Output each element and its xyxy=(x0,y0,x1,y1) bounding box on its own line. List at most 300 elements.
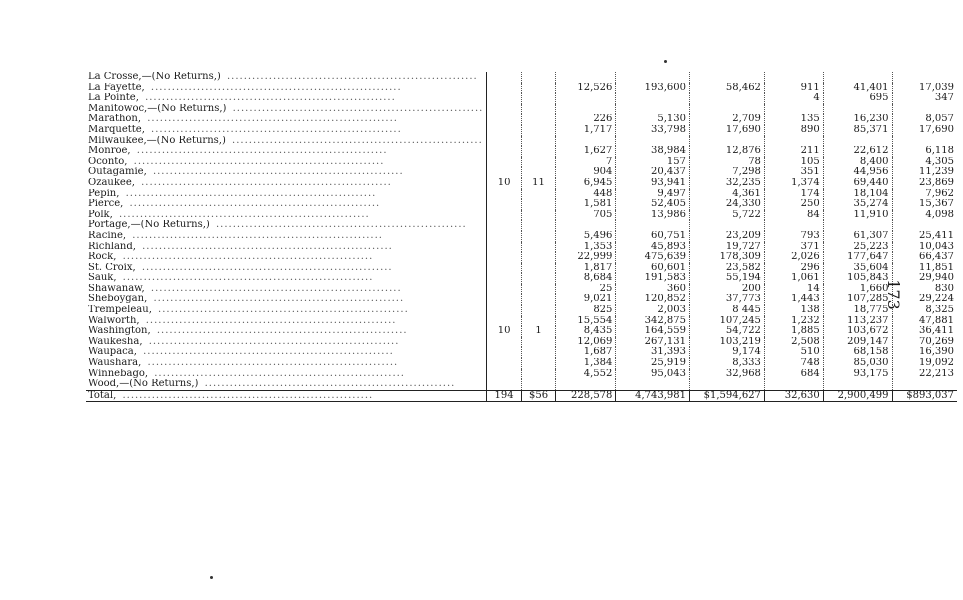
value-cell: 23,209 xyxy=(690,231,765,242)
value-cell: 135 xyxy=(764,114,823,125)
value-cell: 85,371 xyxy=(823,125,892,136)
value-cell: 19,727 xyxy=(690,242,765,253)
value-cell: 890 xyxy=(764,125,823,136)
county-name: Pierce, xyxy=(88,199,124,210)
value-cell: 830 xyxy=(934,283,954,294)
county-name-cell xyxy=(86,369,487,380)
value-cell xyxy=(892,136,957,147)
value-cell: 60,601 xyxy=(616,263,690,274)
table-row xyxy=(86,242,963,253)
table-row xyxy=(86,369,963,380)
value-cell: 448 xyxy=(556,189,616,200)
county-name: Sauk, xyxy=(88,273,117,284)
value-cell xyxy=(823,220,892,231)
value-cell: 17,039 xyxy=(919,82,954,93)
value-cell: 8,684 xyxy=(556,273,616,284)
county-name: La Crosse,—(No Returns,) xyxy=(88,72,221,82)
value-cell: 825 xyxy=(556,305,616,316)
county-name: Racine, xyxy=(88,230,127,241)
dot-leader: ............................................................ xyxy=(118,273,374,284)
value-cell xyxy=(764,136,823,147)
value-cell xyxy=(690,93,765,104)
value-cell: $1,594,627 xyxy=(690,390,765,402)
value-cell: 250 xyxy=(764,199,823,210)
county-name-cell xyxy=(86,220,487,231)
county-name: Trempeleau, xyxy=(88,305,152,316)
table-row xyxy=(86,252,963,263)
dot-leader: ............................................................ xyxy=(128,230,383,241)
table-row xyxy=(86,146,963,157)
value-cell: 1,353 xyxy=(556,242,616,253)
dot-leader: ............................................................ xyxy=(143,114,398,125)
statistics-table xyxy=(86,72,963,402)
value-cell: 1,885 xyxy=(764,326,823,337)
value-cell: 177,647 xyxy=(823,252,892,263)
value-cell xyxy=(823,136,892,147)
value-cell: 11,239 xyxy=(919,167,954,178)
county-name: Portage,—(No Returns,) xyxy=(88,220,210,231)
value-cell: 66,437 xyxy=(919,252,954,263)
county-name: Rock, xyxy=(88,252,117,263)
value-cell xyxy=(487,294,521,305)
value-cell: 33,798 xyxy=(616,125,690,136)
county-name-cell xyxy=(86,263,487,274)
value-cell: 16,230 xyxy=(823,114,892,125)
value-cell: 10,043 xyxy=(919,241,954,252)
value-cell xyxy=(892,72,957,83)
table-row xyxy=(86,210,963,221)
county-name-cell xyxy=(86,379,487,390)
value-cell: 16,390 xyxy=(919,347,954,358)
value-cell: 18,104 xyxy=(823,189,892,200)
value-cell xyxy=(487,125,521,136)
county-name: Waupaca, xyxy=(88,347,137,358)
value-cell: 22,999 xyxy=(556,252,616,263)
value-cell: 5,130 xyxy=(616,114,690,125)
value-cell: 228,578 xyxy=(556,390,616,402)
value-cell: 1,660 xyxy=(823,284,892,295)
value-cell xyxy=(556,220,616,231)
dot-leader: ............................................................ xyxy=(144,336,400,347)
value-cell: 7 xyxy=(556,157,616,168)
value-cell: 4,552 xyxy=(556,369,616,380)
county-name: St. Croix, xyxy=(88,262,136,273)
value-cell: 107,285 xyxy=(823,294,892,305)
value-cell: 10 xyxy=(487,326,521,337)
value-cell xyxy=(521,114,555,125)
value-cell xyxy=(487,146,521,157)
dot-leader: ............................................................ xyxy=(114,209,370,220)
county-name-cell xyxy=(86,337,487,348)
value-cell: 7,298 xyxy=(690,167,765,178)
value-cell xyxy=(957,72,963,83)
value-cell xyxy=(521,305,555,316)
table-row xyxy=(86,157,963,168)
value-cell: 20,437 xyxy=(616,167,690,178)
county-name: Polk, xyxy=(88,209,113,220)
value-cell: 23,582 xyxy=(690,263,765,274)
value-cell: $56 xyxy=(521,390,555,402)
value-cell: 1 xyxy=(521,326,555,337)
county-name-cell xyxy=(86,93,487,104)
value-cell: 17,690 xyxy=(690,125,765,136)
table-row xyxy=(86,284,963,295)
value-cell xyxy=(487,263,521,274)
value-cell: 164,559 xyxy=(616,326,690,337)
value-cell xyxy=(487,220,521,231)
value-cell: 103,219 xyxy=(690,337,765,348)
county-name-cell xyxy=(86,326,487,337)
value-cell: 1,384 xyxy=(556,358,616,369)
value-cell: 8,325 xyxy=(925,305,954,316)
value-cell xyxy=(521,337,555,348)
value-cell: 54,722 xyxy=(690,326,765,337)
value-cell xyxy=(487,167,521,178)
county-name-cell xyxy=(86,273,487,284)
county-name: Oconto, xyxy=(88,156,128,167)
value-cell xyxy=(556,104,616,115)
value-cell: 8,333 xyxy=(690,358,765,369)
value-cell xyxy=(892,379,957,390)
value-cell xyxy=(521,136,555,147)
value-cell: 58,462 xyxy=(690,83,765,94)
county-name: La Pointe, xyxy=(88,93,139,104)
value-cell: 45,893 xyxy=(616,242,690,253)
value-cell: 93,941 xyxy=(616,178,690,189)
value-cell xyxy=(521,316,555,327)
value-cell: 8,057 xyxy=(925,114,954,125)
county-name-cell xyxy=(86,83,487,94)
value-cell: 32,235 xyxy=(690,178,765,189)
value-cell: 10 xyxy=(487,178,521,189)
value-cell: 296 xyxy=(764,263,823,274)
value-cell: 4,098 xyxy=(925,209,954,220)
value-cell: 103,672 xyxy=(823,326,892,337)
county-name-cell xyxy=(86,125,487,136)
value-cell: 5,496 xyxy=(556,231,616,242)
value-cell xyxy=(487,157,521,168)
value-cell: 351 xyxy=(764,167,823,178)
value-cell: 61,307 xyxy=(823,231,892,242)
table-row xyxy=(86,358,963,369)
dot-leader: ............................................................ xyxy=(148,167,404,178)
value-cell xyxy=(521,157,555,168)
value-cell: 8,435 xyxy=(556,326,616,337)
table-row xyxy=(86,104,963,115)
value-cell xyxy=(487,273,521,284)
value-cell xyxy=(690,104,765,115)
county-name-cell xyxy=(86,210,487,221)
dot-leader: ............................................................ xyxy=(136,177,392,188)
ink-speck xyxy=(210,576,213,579)
county-name-cell xyxy=(86,390,487,402)
value-cell xyxy=(616,379,690,390)
value-cell xyxy=(521,347,555,358)
table-row xyxy=(86,231,963,242)
county-name-cell xyxy=(86,316,487,327)
value-cell xyxy=(521,83,555,94)
value-cell xyxy=(521,252,555,263)
table-row xyxy=(86,305,963,316)
table-row xyxy=(86,114,963,125)
value-cell: 9,174 xyxy=(690,347,765,358)
value-cell: 22,612 xyxy=(823,146,892,157)
table-row xyxy=(86,347,963,358)
value-cell xyxy=(616,93,690,104)
value-cell xyxy=(487,305,521,316)
value-cell: 36,411 xyxy=(919,326,954,337)
dot-leader: ............................................................ xyxy=(222,72,478,82)
table-row xyxy=(86,337,963,348)
value-cell: 360 xyxy=(616,284,690,295)
value-cell: 32,968 xyxy=(690,369,765,380)
value-cell: 174 xyxy=(764,189,823,200)
table-row xyxy=(86,220,963,231)
value-cell: 2,026 xyxy=(764,252,823,263)
value-cell xyxy=(487,369,521,380)
value-cell xyxy=(487,210,521,221)
value-cell xyxy=(690,220,765,231)
table-row xyxy=(86,167,963,178)
county-name-cell xyxy=(86,114,487,125)
county-name: Marathon, xyxy=(88,114,142,125)
value-cell: 1,232 xyxy=(764,316,823,327)
county-name: La Fayette, xyxy=(88,82,145,93)
value-cell: 15,554 xyxy=(556,316,616,327)
county-name: Outagamie, xyxy=(88,167,147,178)
value-cell: 6,118 xyxy=(925,146,954,157)
value-cell: 475,639 xyxy=(616,252,690,263)
value-cell xyxy=(764,72,823,83)
value-cell: 226 xyxy=(556,114,616,125)
value-cell xyxy=(487,93,521,104)
value-cell xyxy=(892,220,957,231)
value-cell: 47,881 xyxy=(919,315,954,326)
dot-leader: ............................................................ xyxy=(137,241,393,252)
value-cell: 7,962 xyxy=(925,188,954,199)
value-cell xyxy=(892,104,957,115)
value-cell: 31,393 xyxy=(616,347,690,358)
dot-leader: ............................................................ xyxy=(228,103,484,114)
value-cell: 1,627 xyxy=(556,146,616,157)
county-name: Waushara, xyxy=(88,358,142,369)
county-name: Waukesha, xyxy=(88,336,143,347)
table-row xyxy=(86,189,963,200)
value-cell xyxy=(521,104,555,115)
table-row xyxy=(86,263,963,274)
county-name: Wood,—(No Returns,) xyxy=(88,379,199,390)
table-row xyxy=(86,125,963,136)
value-cell: 211 xyxy=(764,146,823,157)
dot-leader: ............................................................ xyxy=(137,262,393,273)
value-cell: 1,061 xyxy=(764,273,823,284)
value-cell: 2,003 xyxy=(616,305,690,316)
value-cell: 11,851 xyxy=(919,262,954,273)
dot-leader: ............................................................ xyxy=(200,379,456,390)
dot-leader: ............................................................ xyxy=(118,252,374,263)
value-cell: 25,919 xyxy=(616,358,690,369)
dot-leader: ............................................................ xyxy=(150,368,405,379)
value-cell: 25,223 xyxy=(823,242,892,253)
value-cell xyxy=(487,72,521,83)
value-cell xyxy=(487,347,521,358)
county-name-cell xyxy=(86,146,487,157)
value-cell: 29,224 xyxy=(919,294,954,305)
value-cell: 120,852 xyxy=(616,294,690,305)
value-cell xyxy=(521,263,555,274)
value-cell xyxy=(521,242,555,253)
county-name-cell xyxy=(86,294,487,305)
value-cell xyxy=(556,93,616,104)
value-cell: 1,374 xyxy=(764,178,823,189)
value-cell xyxy=(556,136,616,147)
value-cell xyxy=(690,72,765,83)
value-cell: 209,147 xyxy=(823,337,892,348)
value-cell xyxy=(616,136,690,147)
value-cell: 52,405 xyxy=(616,199,690,210)
value-cell xyxy=(521,210,555,221)
dot-leader: ............................................................ xyxy=(211,220,467,231)
value-cell xyxy=(487,136,521,147)
value-cell: 200 xyxy=(690,284,765,295)
county-name: Walworth, xyxy=(88,315,140,326)
value-cell: 4,361 xyxy=(690,189,765,200)
value-cell: 8,400 xyxy=(823,157,892,168)
value-cell: 15,367 xyxy=(919,199,954,210)
value-cell: 510 xyxy=(764,347,823,358)
value-cell: 29,940 xyxy=(919,273,954,284)
value-cell: 12,069 xyxy=(556,337,616,348)
county-name-cell xyxy=(86,136,487,147)
table-row xyxy=(86,273,963,284)
value-cell xyxy=(764,104,823,115)
value-cell xyxy=(487,231,521,242)
value-cell: 85,030 xyxy=(823,358,892,369)
dot-leader: ............................................................ xyxy=(118,390,374,401)
table-row xyxy=(86,93,963,104)
value-cell: 911 xyxy=(764,83,823,94)
dot-leader: ............................................................ xyxy=(140,93,396,104)
value-cell: $893,037 xyxy=(892,390,957,402)
dot-leader: ............................................................ xyxy=(121,188,377,199)
table-row xyxy=(86,178,963,189)
dot-leader: ............................................................ xyxy=(125,199,381,210)
dot-leader: ............................................................ xyxy=(138,347,394,358)
value-cell xyxy=(521,167,555,178)
value-cell: 105 xyxy=(764,157,823,168)
value-cell xyxy=(823,104,892,115)
value-cell: 2,709 xyxy=(690,114,765,125)
value-cell: 1,717 xyxy=(556,125,616,136)
value-cell: 1,687 xyxy=(556,347,616,358)
county-name: Total, xyxy=(88,390,117,401)
value-cell xyxy=(690,379,765,390)
value-cell: 41,401 xyxy=(823,83,892,94)
value-cell xyxy=(521,220,555,231)
value-cell: 748 xyxy=(764,358,823,369)
county-name: Milwaukee,—(No Returns,) xyxy=(88,135,226,146)
value-cell: 9,021 xyxy=(556,294,616,305)
value-cell: 4,305 xyxy=(925,156,954,167)
table-row xyxy=(86,72,963,83)
value-cell: 35,604 xyxy=(823,263,892,274)
value-cell: 8 445 xyxy=(690,305,765,316)
county-name: Marquette, xyxy=(88,124,145,135)
value-cell xyxy=(521,379,555,390)
value-cell: 194 xyxy=(487,390,521,402)
value-cell xyxy=(521,189,555,200)
county-name: Pepin, xyxy=(88,188,120,199)
value-cell xyxy=(616,104,690,115)
value-cell: 12,526 xyxy=(556,83,616,94)
value-cell: 2,508 xyxy=(764,337,823,348)
value-cell: 105,843 xyxy=(823,273,892,284)
value-cell: 19,092 xyxy=(919,358,954,369)
county-name: Sheboygan, xyxy=(88,294,148,305)
value-cell xyxy=(521,93,555,104)
value-cell: 793 xyxy=(764,231,823,242)
value-cell: 25 xyxy=(556,284,616,295)
table-body xyxy=(86,72,963,402)
value-cell: 60,751 xyxy=(616,231,690,242)
dot-leader: ............................................................ xyxy=(141,315,397,326)
county-name-cell xyxy=(86,347,487,358)
value-cell xyxy=(764,379,823,390)
value-cell xyxy=(521,146,555,157)
value-cell: 44,956 xyxy=(823,167,892,178)
value-cell: 93,175 xyxy=(823,369,892,380)
value-cell: 178,309 xyxy=(690,252,765,263)
value-cell: 684 xyxy=(764,369,823,380)
value-cell xyxy=(487,358,521,369)
county-name-cell xyxy=(86,231,487,242)
value-cell xyxy=(823,72,892,83)
value-cell: 13,986 xyxy=(616,210,690,221)
value-cell: 193,600 xyxy=(616,83,690,94)
county-name: Manitowoc,—(No Returns,) xyxy=(88,103,227,114)
county-name-cell xyxy=(86,72,487,83)
value-cell xyxy=(556,72,616,83)
value-cell xyxy=(521,369,555,380)
value-cell xyxy=(521,294,555,305)
county-name: Ozaukee, xyxy=(88,177,135,188)
table-row xyxy=(86,199,963,210)
value-cell: 1,581 xyxy=(556,199,616,210)
value-cell xyxy=(616,220,690,231)
value-cell xyxy=(487,252,521,263)
dot-leader: ............................................................ xyxy=(152,326,408,337)
value-cell: 95,043 xyxy=(616,369,690,380)
value-cell: 267,131 xyxy=(616,337,690,348)
dot-leader: ............................................................ xyxy=(143,358,399,369)
value-cell: 695 xyxy=(823,93,892,104)
value-cell xyxy=(616,72,690,83)
value-cell: 904 xyxy=(556,167,616,178)
table-row xyxy=(86,316,963,327)
value-cell xyxy=(487,337,521,348)
value-cell xyxy=(487,316,521,327)
county-name-cell xyxy=(86,252,487,263)
value-cell: 6,945 xyxy=(556,178,616,189)
value-cell xyxy=(487,114,521,125)
county-name-cell xyxy=(86,189,487,200)
value-cell: 25,411 xyxy=(919,230,954,241)
dot-leader: ............................................................ xyxy=(153,305,409,316)
value-cell xyxy=(521,231,555,242)
table-row xyxy=(86,326,963,337)
value-cell: 11 xyxy=(521,178,555,189)
value-cell: 68,158 xyxy=(823,347,892,358)
